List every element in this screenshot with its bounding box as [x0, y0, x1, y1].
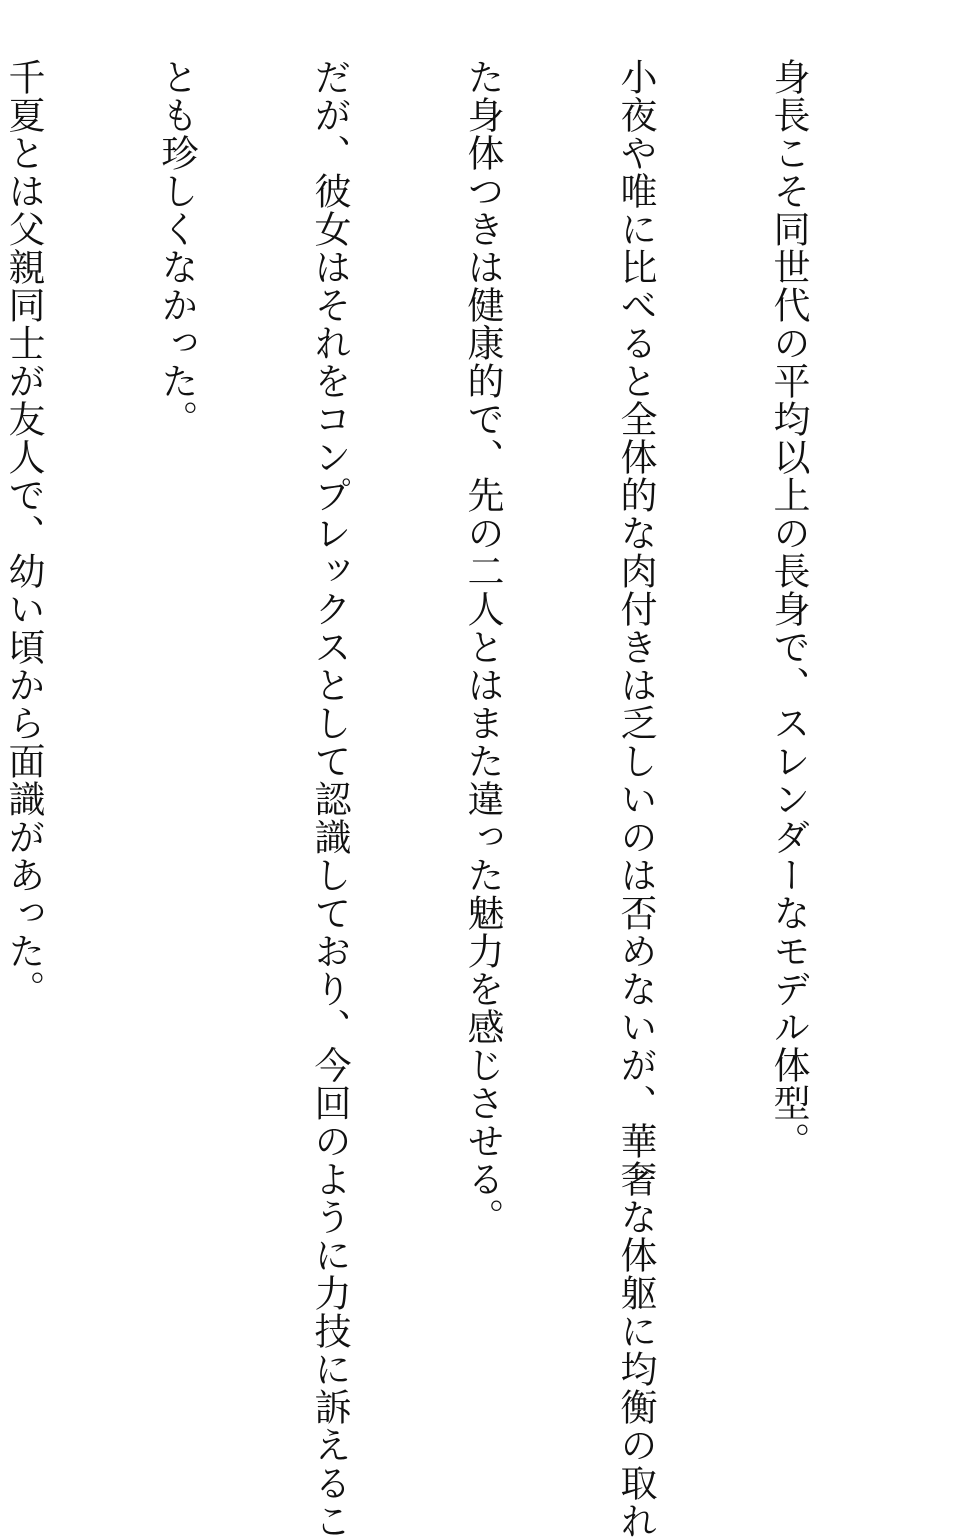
text-line: た身体つきは健康的で、先の二人とはまた違った魅力を感じさせる。 — [461, 58, 504, 1236]
text-line: 千夏とは父親同士が友人で、幼い頃から面識があった。 — [2, 58, 45, 1008]
text-line: だが、彼女はそれをコンプレックスとして認識しており、今回のように力技に訴えるこ — [308, 58, 351, 1540]
text-line: とも珍しくなかった。 — [155, 58, 198, 438]
text-line: 身長こそ同世代の平均以上の長身で、スレンダーなモデル体型。 — [767, 58, 810, 1160]
vertical-text-body — [2, 58, 916, 1540]
text-line: 小夜や唯に比べると全体的な肉付きは乏しいのは否めないが、華奢な体躯に均衡の取れ — [614, 58, 657, 1540]
